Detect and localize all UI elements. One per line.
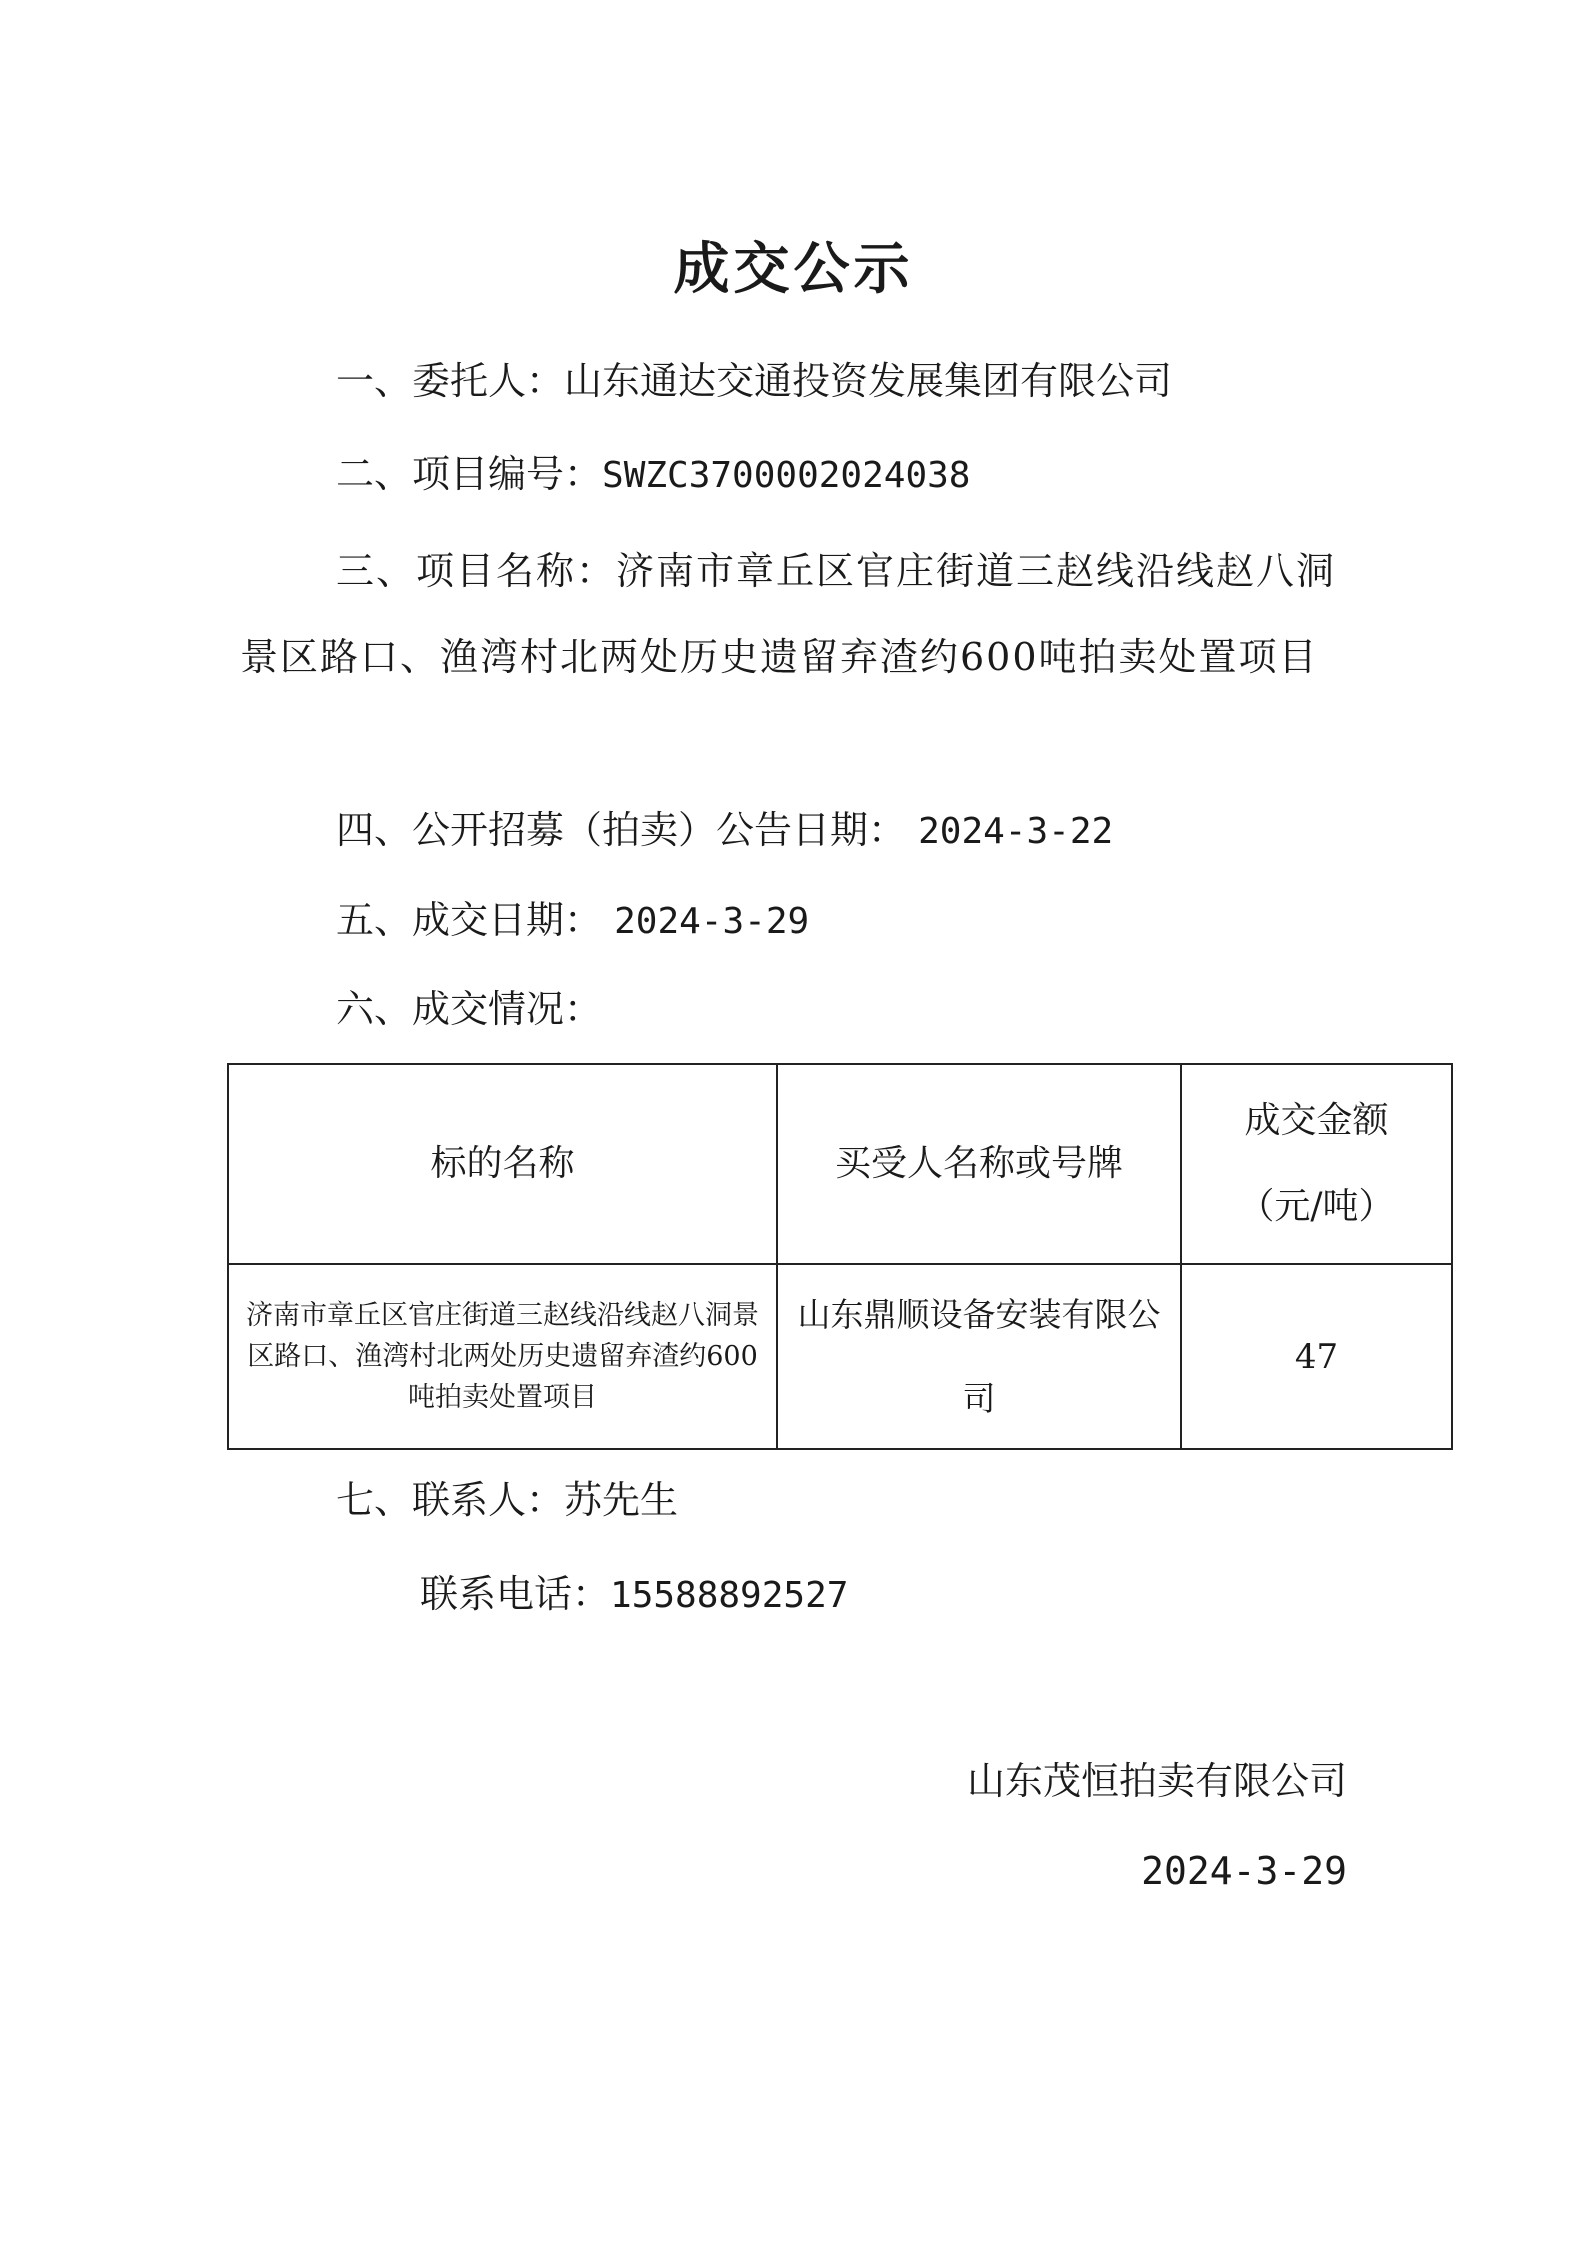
cell-deal-amount: 47 bbox=[1181, 1264, 1452, 1449]
project-no-value: SWZC3700002024038 bbox=[602, 455, 971, 496]
table-row bbox=[228, 1264, 1452, 1449]
cell-buyer-name: 山东鼎顺设备安装有限公司 bbox=[777, 1264, 1181, 1449]
header-amount-line2: （元/吨） bbox=[1238, 1186, 1395, 1227]
deal-date-value: 2024-3-29 bbox=[614, 901, 810, 942]
announce-date-value: 2024-3-22 bbox=[918, 811, 1114, 852]
phone-line bbox=[420, 1568, 848, 1622]
announce-date-line bbox=[336, 804, 1113, 858]
deal-status-label: 六、成交情况： bbox=[336, 987, 603, 1031]
project-no-line bbox=[336, 448, 970, 502]
consignor-line bbox=[336, 355, 1172, 407]
announce-date-label: 四、公开招募（拍卖）公告日期： bbox=[336, 808, 907, 852]
header-item-name: 标的名称 bbox=[228, 1064, 777, 1264]
table-header-row bbox=[228, 1064, 1452, 1264]
deal-date-label: 五、成交日期： bbox=[336, 898, 603, 942]
consignor-value: 山东通达交通投资发展集团有限公司 bbox=[564, 359, 1173, 403]
deal-table bbox=[227, 1063, 1453, 1450]
project-name-label: 三、项目名称： bbox=[336, 549, 617, 593]
header-deal-amount bbox=[1181, 1064, 1452, 1264]
signature-date: 2024-3-29 bbox=[1141, 1849, 1347, 1893]
page-title: 成交公示 bbox=[673, 236, 914, 302]
contact-line bbox=[336, 1474, 678, 1526]
project-name-value: 济南市章丘区官庄街道三赵线沿线赵八洞景区路口、渔湾村北两处历史遗留弃渣约600吨拍卖处置项目 bbox=[240, 549, 1337, 679]
cell-item-name: 济南市章丘区官庄街道三赵线沿线赵八洞景区路口、渔湾村北两处历史遗留弃渣约600吨拍卖处置项目 bbox=[228, 1264, 777, 1449]
deal-date-line bbox=[336, 894, 809, 948]
phone-label: 联系电话： bbox=[420, 1572, 611, 1616]
consignor-label: 一、委托人： bbox=[336, 359, 565, 403]
contact-value: 苏先生 bbox=[564, 1478, 679, 1522]
project-no-label: 二、项目编号： bbox=[336, 452, 603, 496]
contact-label: 七、联系人： bbox=[336, 1478, 565, 1522]
signature-company: 山东茂恒拍卖有限公司 bbox=[966, 1759, 1347, 1803]
phone-value: 15588892527 bbox=[610, 1575, 849, 1616]
project-name-paragraph bbox=[240, 528, 1350, 700]
header-buyer-name: 买受人名称或号牌 bbox=[777, 1064, 1181, 1264]
header-amount-line1: 成交金额 bbox=[1244, 1100, 1389, 1141]
